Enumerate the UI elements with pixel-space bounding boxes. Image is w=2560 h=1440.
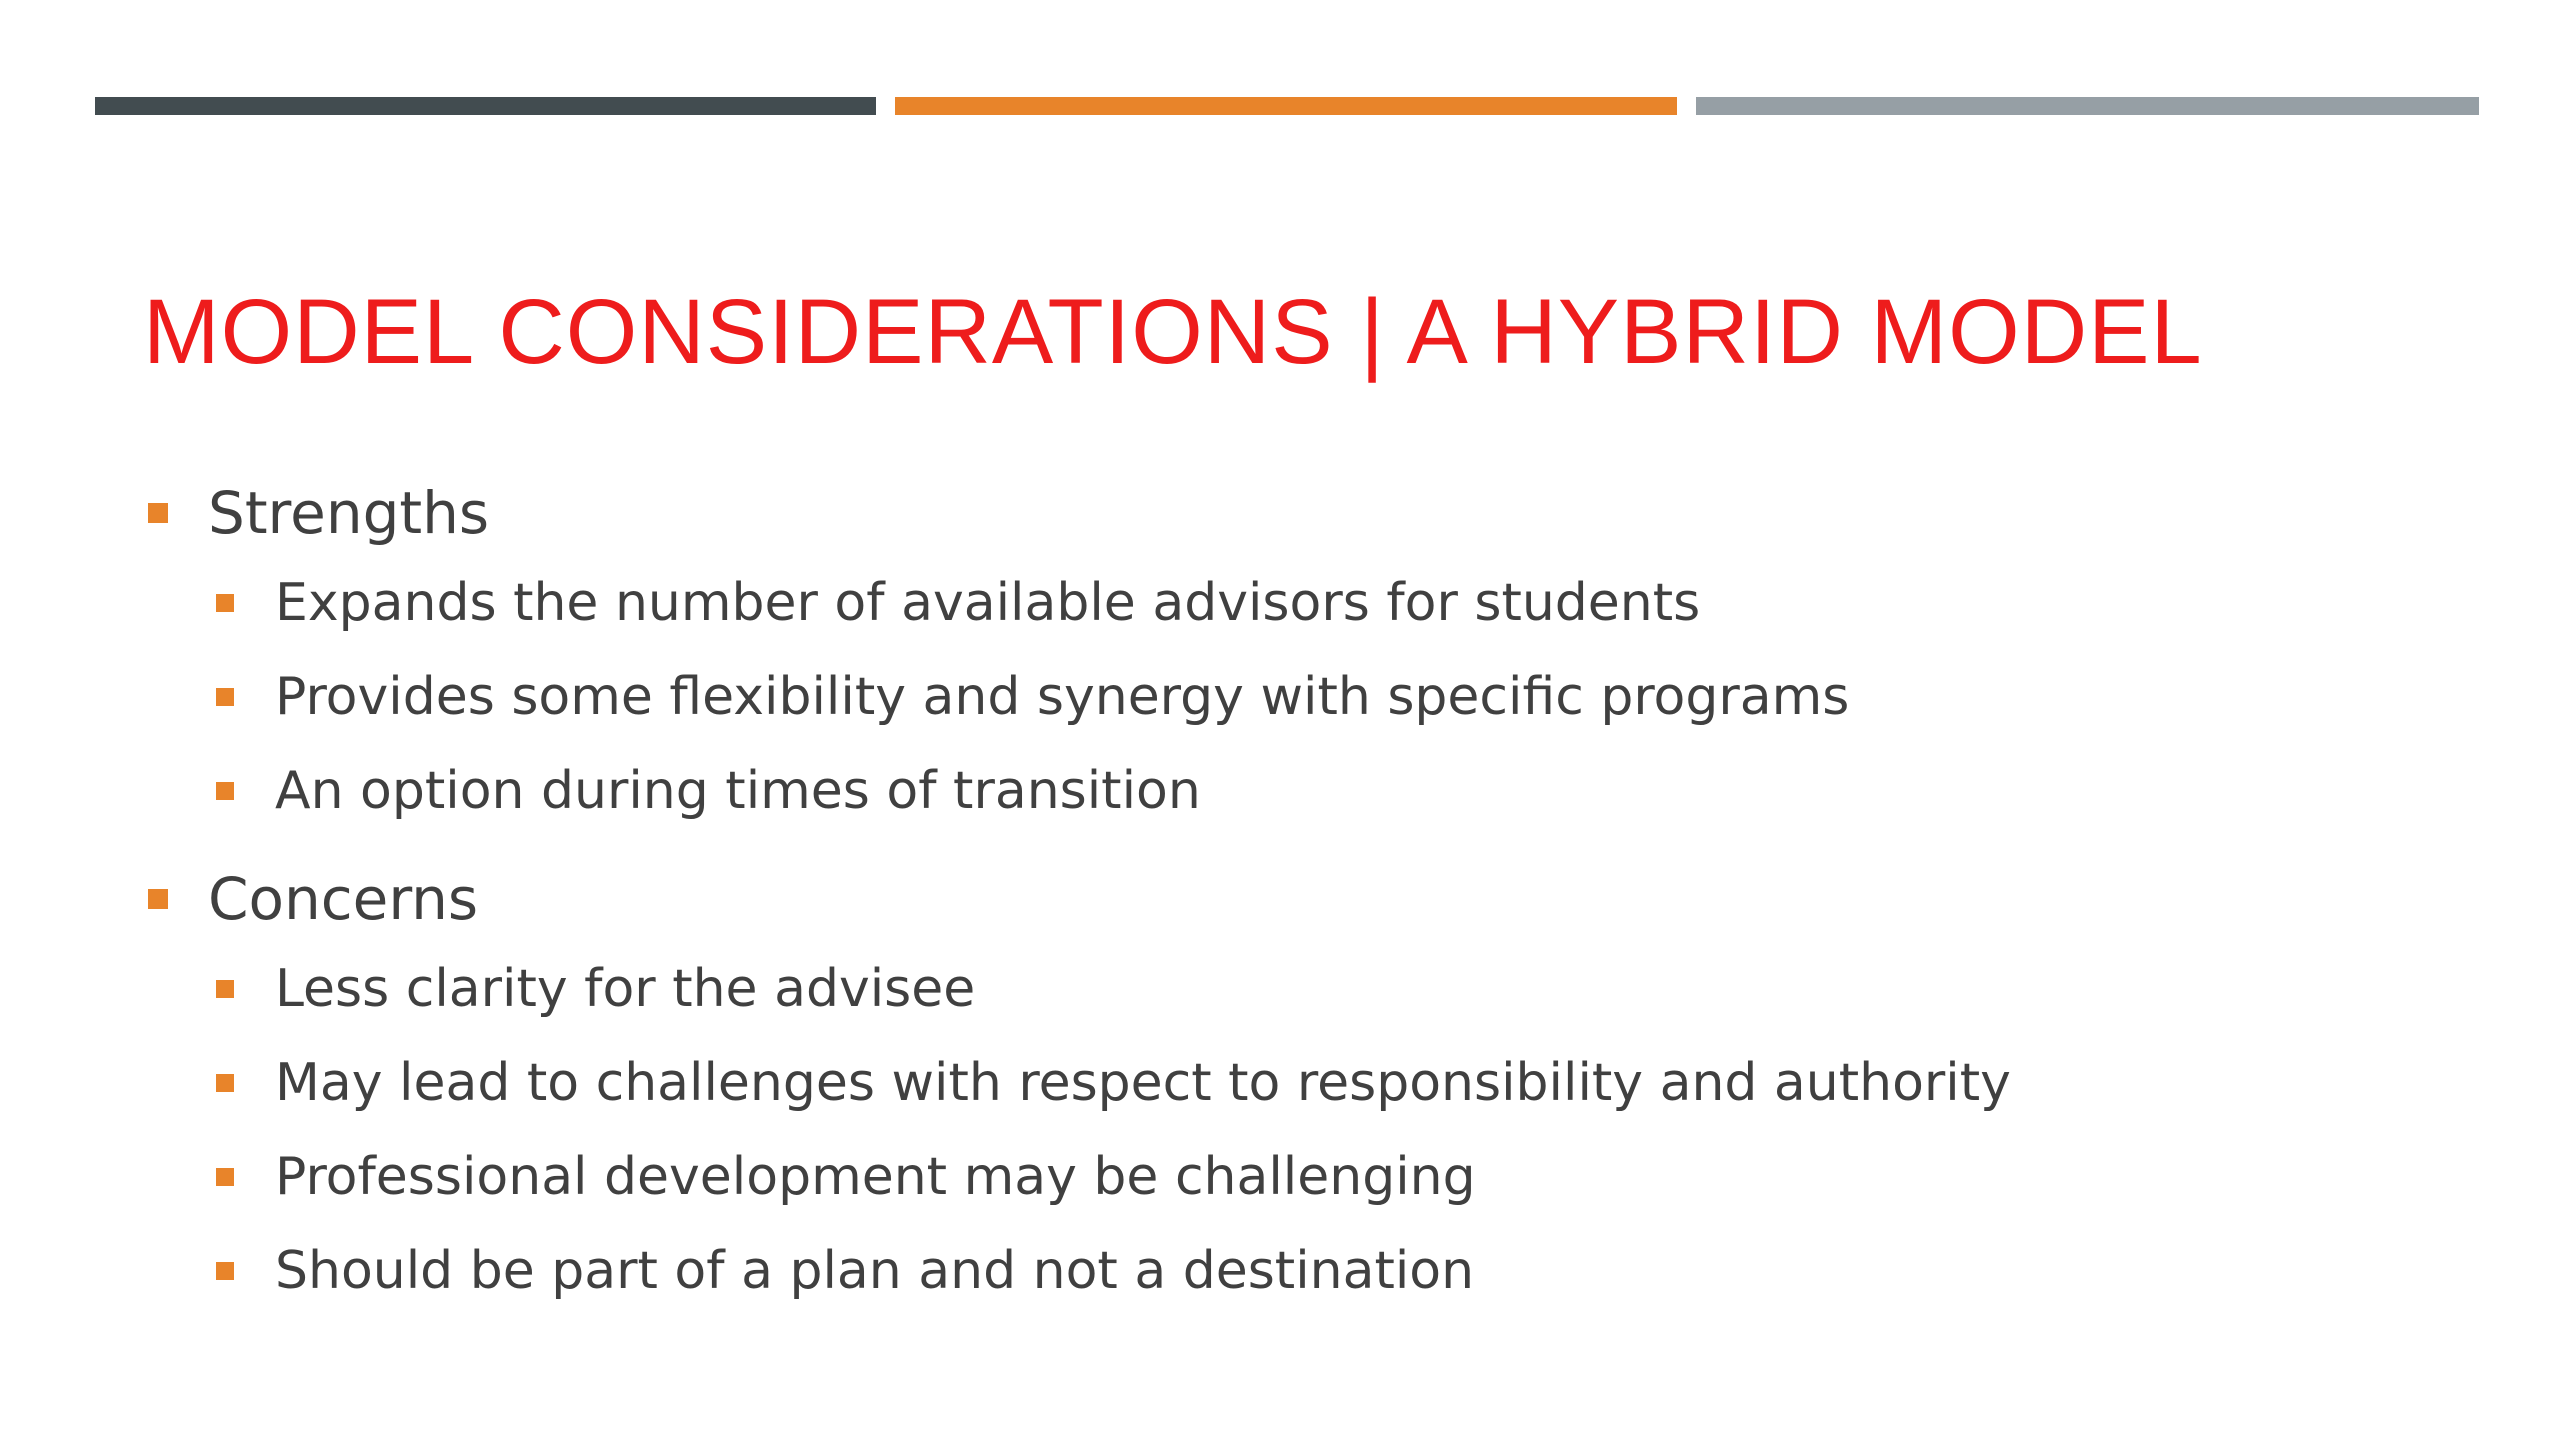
accent-bar-orange — [895, 97, 1677, 115]
sub-bullet-item — [143, 744, 2393, 838]
sub-bullet-text: Less clarity for the advisee — [275, 959, 976, 1019]
bullet-heading-text: Strengths — [208, 479, 490, 547]
sub-bullet-list — [143, 556, 2393, 838]
accent-bar-dark — [95, 97, 876, 115]
sub-bullet-item — [143, 650, 2393, 744]
square-bullet-icon — [216, 1168, 234, 1186]
slide-body — [143, 470, 2393, 1336]
sub-bullet-item — [143, 1036, 2393, 1130]
square-bullet-icon — [148, 503, 168, 523]
sub-bullet-item — [143, 1130, 2393, 1224]
square-bullet-icon — [148, 889, 168, 909]
accent-bar-gray — [1696, 97, 2479, 115]
bullet-heading — [143, 856, 2393, 942]
sub-bullet-item — [143, 1224, 2393, 1318]
section-concerns — [143, 856, 2393, 1318]
sub-bullet-text: Expands the number of available advisors for students — [275, 573, 1701, 633]
top-accent-bars — [95, 97, 2479, 115]
sub-bullet-text: May lead to challenges with respect to responsibility and authority — [275, 1053, 2011, 1113]
square-bullet-icon — [216, 688, 234, 706]
sub-bullet-text: Professional development may be challenging — [275, 1147, 1476, 1207]
sub-bullet-text: An option during times of transition — [275, 761, 1201, 821]
bullet-heading — [143, 470, 2393, 556]
square-bullet-icon — [216, 594, 234, 612]
sub-bullet-text: Should be part of a plan and not a destination — [275, 1241, 1475, 1301]
square-bullet-icon — [216, 980, 234, 998]
sub-bullet-item — [143, 556, 2393, 650]
section-strengths — [143, 470, 2393, 838]
sub-bullet-item — [143, 942, 2393, 1036]
sub-bullet-text: Provides some flexibility and synergy with specific programs — [275, 667, 1850, 727]
square-bullet-icon — [216, 1074, 234, 1092]
slide-title: MODEL CONSIDERATIONS | A HYBRID MODEL — [143, 281, 2203, 383]
square-bullet-icon — [216, 782, 234, 800]
bullet-heading-text: Concerns — [208, 865, 479, 933]
sub-bullet-list — [143, 942, 2393, 1318]
square-bullet-icon — [216, 1262, 234, 1280]
